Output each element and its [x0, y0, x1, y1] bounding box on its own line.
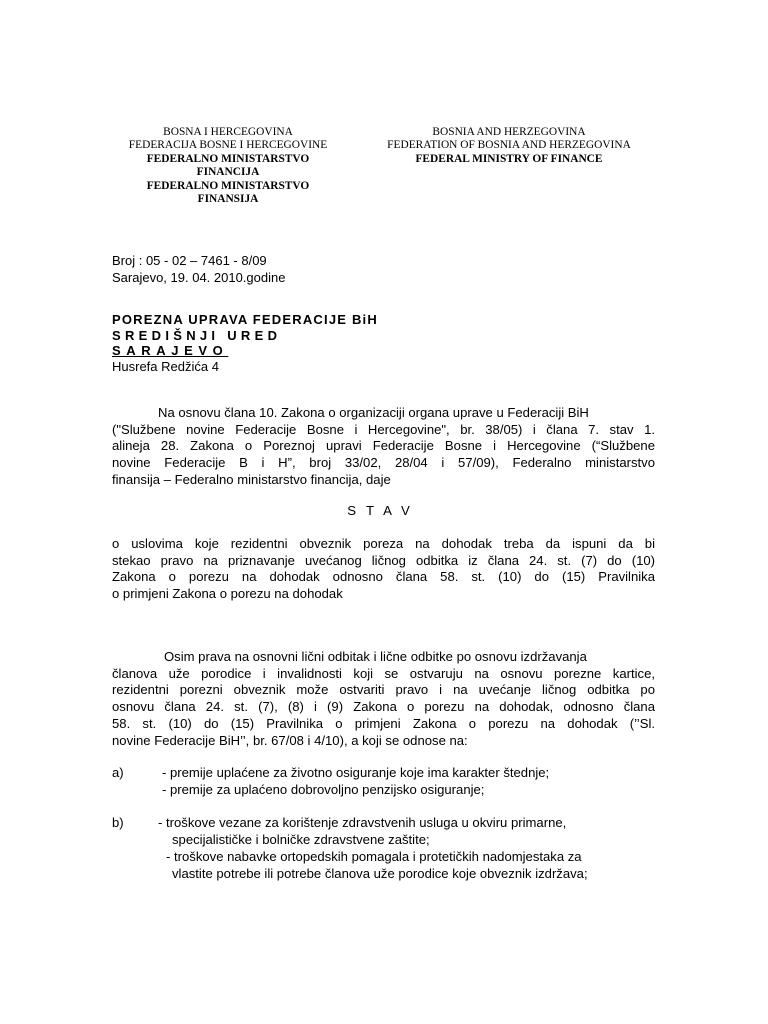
subject-line: Zakona o porezu na dohodak odnosno člana 58. st. (10) do (15) Pravilnika [112, 569, 655, 585]
country-name-local: BOSNA I HERCEGOVINA [163, 126, 293, 138]
ministry-name-local-3: FEDERALNO MINISTARSTVO [146, 179, 310, 192]
body-line: 58. st. (10) do (15) Pravilnika o primjeni Zakona o porezu na dohodak (’’Sl. [112, 715, 655, 731]
body-line: Osim prava na osnovni lični odbitak i lične odbitke po osnovu izdržavanja [164, 649, 587, 664]
intro-line: finansija – Federalno ministarstvo financija, daje [112, 471, 391, 487]
intro-line: alineja 28. Zakona o Poreznoj upravi Federacije Bosne i Hercegovine (“Službene [112, 438, 655, 454]
body-line: osnovu člana 24. st. (7), (8) i (9) Zakona o porezu na dohodak, odnosno člana [112, 699, 655, 715]
intro-line: ("Službene novine Federacije Bosne i Hercegovine", br. 38/05) i člana 7. stav 1. [112, 421, 655, 437]
federation-name-local: FEDERACIJA BOSNE I HERCEGOVINE [128, 139, 328, 152]
country-name-english: BOSNIA AND HERZEGOVINA [432, 126, 586, 138]
intro-line: Na osnovu člana 10. Zakona o organizaciji organa uprave u Federaciji BiH [158, 405, 589, 420]
ministry-name-local-4: FINANSIJA [197, 193, 259, 206]
recipient-name: POREZNA UPRAVA FEDERACIJE BiH [112, 312, 378, 327]
subject-line: stekao pravo na priznavanje uvećanog ličnog odbitka iz člana 24. st. (7) do (10) [112, 552, 655, 568]
recipient-street: Husrefa Redžića 4 [112, 358, 219, 374]
item-b-line: specijalističke i bolničke zdravstvene zaštite; [172, 832, 430, 847]
item-a-line: - premije za uplaćeno dobrovoljno penzijsko osiguranje; [162, 782, 485, 797]
body-line: članova uže porodice i invalidnosti koji se ostvaruju na osnovu porezne kartice, [112, 665, 655, 681]
ministry-name-local-2: FINANCIJA [196, 166, 260, 179]
document-title: STAV [347, 503, 420, 518]
item-b-line: - troškove nabavke ortopedskih pomagala i protetičkih nadomjestaka za [166, 849, 582, 864]
body-line: rezidentni porezni obveznik može ostvariti pravo i na uvećanje ličnog odbitka po [112, 682, 655, 698]
ministry-name-local-1: FEDERALNO MINISTARSTVO [146, 152, 310, 165]
item-a-marker: a) [112, 765, 124, 780]
subject-line: o uslovima koje rezidentni obveznik poreza na dohodak treba da ispuni da bi [112, 536, 655, 551]
item-a-line: - premije uplaćene za životno osiguranje koje ima karakter štednje; [162, 765, 550, 780]
recipient-city: SARAJEVO [112, 343, 229, 358]
ministry-name-english: FEDERAL MINISTRY OF FINANCE [415, 152, 603, 165]
subject-line: o primjeni Zakona o porezu na dohodak [112, 586, 343, 602]
body-line: novine Federacije BiH’’, br. 67/08 i 4/10), a koji se odnose na: [112, 732, 468, 748]
item-b-line: vlastite potrebe ili potrebe članova uže porodice koje obveznik izdržava; [172, 866, 588, 881]
intro-line: novine Federacije B i H”, broj 33/02, 28/04 i 57/09), Federalno ministarstvo [112, 455, 655, 471]
recipient-office: SREDIŠNJI URED [112, 327, 282, 343]
federation-name-english: FEDERATION OF BOSNIA AND HERZEGOVINA [387, 139, 631, 152]
item-b-marker: b) [112, 815, 124, 830]
reference-number: Broj : 05 - 02 – 7461 - 8/09 [112, 253, 267, 268]
item-b-line: - troškove vezane za korištenje zdravstvenih usluga u okviru primarne, [158, 815, 567, 830]
place-and-date: Sarajevo, 19. 04. 2010.godine [112, 269, 286, 285]
